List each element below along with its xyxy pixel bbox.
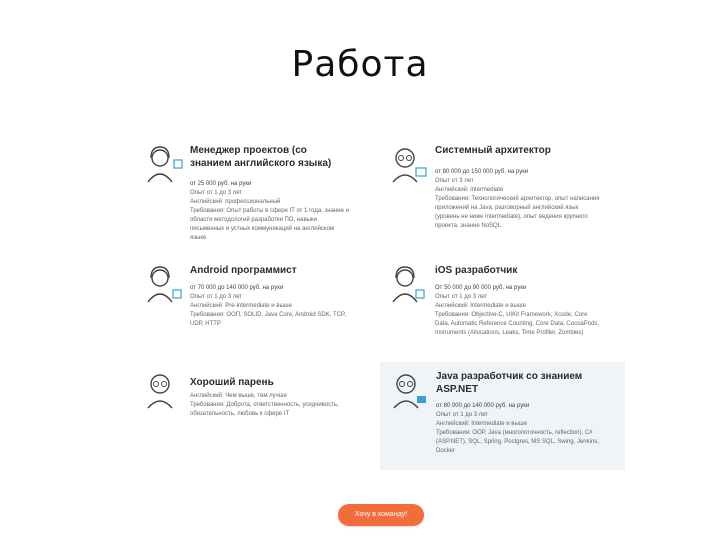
job-salary: от 80 000 до 140 000 руб. на руки bbox=[436, 403, 530, 409]
job-salary: от 25 000 руб. на руки bbox=[190, 181, 252, 187]
glasses-person-icon bbox=[385, 142, 429, 186]
job-requirements: Требования: Доброта, ответственность, усидчивость, обязательность, любовь к сфере IT bbox=[190, 402, 339, 417]
headset-person-icon bbox=[140, 142, 184, 186]
job-card-project-manager[interactable] bbox=[140, 142, 350, 252]
job-title: Хороший парень bbox=[190, 377, 274, 388]
job-experience: Опыт от 3 лет bbox=[435, 178, 474, 184]
join-team-button[interactable]: Хочу в команду! bbox=[338, 504, 424, 526]
page-title: Работа bbox=[291, 44, 429, 85]
job-title: Java разработчик со знанием ASP.NET bbox=[436, 371, 583, 395]
job-card-good-guy[interactable] bbox=[140, 368, 350, 438]
job-salary: От 50 000 до 90 000 руб. на руки bbox=[435, 285, 527, 291]
job-requirements: Требования: ООП, SOLID, Java Core, Android SDK, TCP, UDP, HTTP bbox=[190, 312, 346, 327]
job-card-ios[interactable] bbox=[385, 262, 600, 357]
job-english: Английский: профессиональный bbox=[190, 199, 281, 205]
job-experience: Опыт от 1 до 3 лет bbox=[436, 412, 489, 418]
job-english: Английский: intermediate bbox=[435, 187, 504, 193]
job-title: iOS разработчик bbox=[435, 265, 518, 276]
glasses-person-icon bbox=[386, 368, 430, 412]
headset-person-icon bbox=[140, 262, 184, 306]
job-english: Английский: Intermediate и выше bbox=[436, 421, 527, 427]
glasses-person-icon bbox=[140, 368, 184, 412]
headset-person-icon bbox=[385, 262, 429, 306]
job-experience: Опыт от 1 до 3 лет bbox=[190, 294, 243, 300]
job-requirements: Требования: OOP, Java (многопоточность, reflection), C# (ASP.NET), SQL, Spring, Postgres, MS SQL, Swing, Jenkins, Docker bbox=[436, 430, 599, 454]
job-english: Английский: Чем выше, тем лучше bbox=[190, 393, 287, 399]
job-title: Менеджер проектов (со знанием английского языка) bbox=[190, 145, 332, 169]
job-title: Android программист bbox=[190, 265, 297, 276]
job-english: Английский: Pre-intermediate и выше bbox=[190, 303, 292, 309]
job-requirements: Требования: Технологический архитектор, опыт написания приложений на Java, разговорный английский язык (уровень не ниже intermediate), опыт ведения крупного проекта, знание NoSQL bbox=[435, 196, 600, 229]
job-salary: от 70 000 до 140 000 руб. на руки bbox=[190, 285, 284, 291]
job-english: Английский: Intermediate и выше bbox=[435, 303, 526, 309]
job-card-system-architect[interactable] bbox=[385, 142, 600, 252]
job-requirements: Требования: Опыт работы в сфере IT от 1 года, знание и области методологий разработки ПО, навыки письменных и устных коммуникаций на английском языке bbox=[190, 208, 349, 241]
job-card-java-aspnet[interactable] bbox=[380, 362, 625, 470]
job-card-android[interactable] bbox=[140, 262, 350, 342]
job-experience: Опыт от 1 до 3 лет bbox=[190, 190, 243, 196]
job-requirements: Требования: Objective-C, UIKit Framework, Xcode, Core Data, Automatic Reference Counting, Core Data, CocoaPods, Instruments (Allocations, Leaks, Time Profiler, Zombies) bbox=[435, 312, 600, 336]
job-experience: Опыт от 1 до 3 лет bbox=[435, 294, 488, 300]
job-salary: от 80 000 до 150 000 руб. на руки bbox=[435, 169, 529, 175]
job-title: Системный архитектор bbox=[435, 145, 551, 156]
